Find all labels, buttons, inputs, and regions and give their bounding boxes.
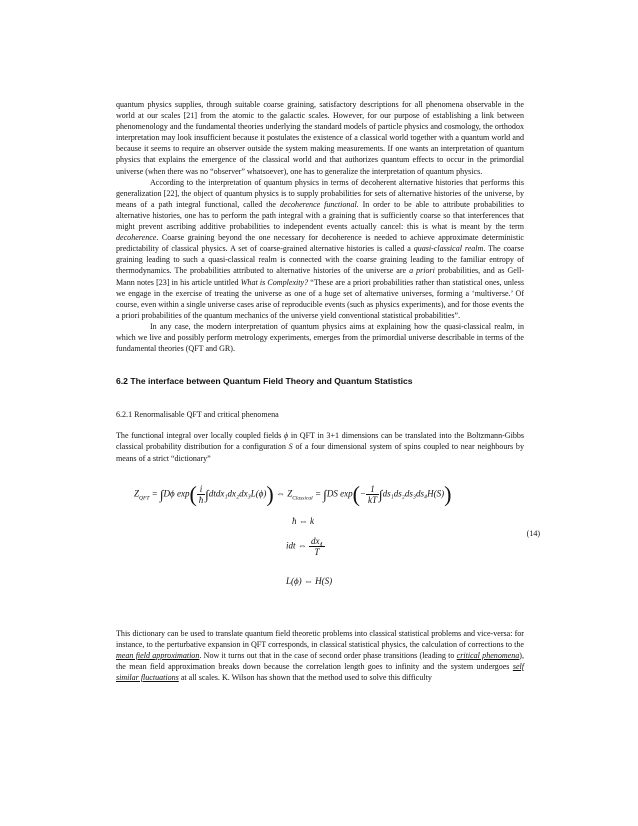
section-heading: 6.2 The interface between Quantum Field Theory and Quantum Statistics xyxy=(116,376,413,387)
subsection-heading: 6.2.1 Renormalisable QFT and critical phenomena xyxy=(116,410,279,420)
emphasis: decoherence functional. xyxy=(279,199,359,209)
paragraph: According to the interpretation of quantum physics in terms of decoherent alternative histories that performs this generalization [22], the object of quantum physics is to supply probabilities for sets of alternative histories of the universe, by means of a path integral functional, called the decoherence functional. In order to be able to attribute probabilities to alternative histories, one has to perform the path integral with a graining that is sufficiently coarse so that interferences that might prevent ascribing additive probabilities to independent events actually cancel: this is what is meant by the term decoherence. Coarse graining beyond the one necessary for decoherence is needed to achieve approximate deterministic predictability of classical physics. A set of coarse-grained alternative histories is called a quasi-classical realm. The coarse graining leading to such a quasi-classical realm is connected with the coarse graining leading to the familiar entropy of thermodynamics. The probabilities attributed to alternative histories of the universe are a priori probabilities, and as Gell-Mann notes [23] in his article untitled What is Complexity? “These are a priori probabilities rather than statistical ones, unless we engage in the exercise of treating the universe as one of a huge set of alternative universes, forming a ‘multiverse.’ Of course, even within a single universe cases arise of reproducible events (such as physics experiments), and for those events the a priori probabilities of the quantum mechanics of the universe yield conventional statistical probabilities”. xyxy=(116,177,525,320)
paragraph: quantum physics supplies, through suitable coarse graining, satisfactory descriptions for all phenomena observable in the world at our scales [21] from the atomic to the galactic scales. However, for our purpose of establishing a link between phenomenology and the fundamental theories underlying the standard models of particle physics and cosmology, the orthodox interpretation may look insufficient because it postulates the existence of a classical world together with a quantum world and because it seems to require an observer outside the system making measurements. If one wants an interpretation of quantum physics that explains the emergence of the classical world and that authorizes quantum effects to occur in the primordial universe (when there was no “observer” whatsoever), one has to generalize the interpretation of quantum physics. xyxy=(116,100,524,176)
equation-line-time: idt ⇔ $\frac{\text{dx₄}}{T}$ xyxy=(286,535,323,557)
equation-line-hbar-k: ħ ⇔ k xyxy=(292,515,314,526)
paragraph: In any case, the modern interpretation of quantum physics aims at explaining how the quasi-classical realm, in which we live and possibly perform metrology experiments, emerges from the primordial universe describable in terms of the fundamental theories (QFT and GR). xyxy=(116,321,524,354)
paragraph: The functional integral over locally coupled fields ϕ in QFT in 3+1 dimensions can be translated into the Boltzmann-Gibbs classical probability distribution for a configuration S of a four dimensional system of spins coupled to near neighbours by means of a strict “dictionary” xyxy=(116,431,524,463)
emphasis: self similar fluctuations xyxy=(116,661,524,682)
page-body xyxy=(116,99,540,683)
emphasis: What is Complexity? xyxy=(240,277,309,287)
equation-14 xyxy=(116,476,540,602)
equation-number: (14) xyxy=(526,528,540,538)
emphasis: quasi-classical realm xyxy=(413,244,484,254)
emphasis: critical phenomena xyxy=(456,650,520,660)
emphasis: decoherence xyxy=(116,233,157,243)
equation-line-lagrangian: L(ϕ) ⇔ H(S) xyxy=(286,575,333,586)
emphasis: a priori xyxy=(409,266,435,276)
emphasis: mean field approximation xyxy=(116,650,200,660)
equation-line-partition: $Z_{QFT} = \int D\phi$ exp( $\frac{i}{ħ}$ ∫dtdx₁dx₂dx₃L(ϕ)) ⇔ $Z_{Classical} = \int DS$ exp(− $\frac{1}{kT}$ ∫ds₁ds₂ds₃ds₄H(S)) xyxy=(134,481,452,507)
paragraph: This dictionary can be used to translate quantum field theoretic problems into classical statistical problems and vice-versa: for instance, to the perturbative expansion in QFT corresponds, in classical statistical physics, the calculation of corrections to the mean field approximation. Now it turns out that in the case of second order phase transitions (leading to critical phenomena), the mean field approximation breaks down because the correlation length goes to infinity and the system undergoes self similar fluctuations at all scales. K. Wilson has shown that the method used to solve this difficulty xyxy=(116,628,524,682)
